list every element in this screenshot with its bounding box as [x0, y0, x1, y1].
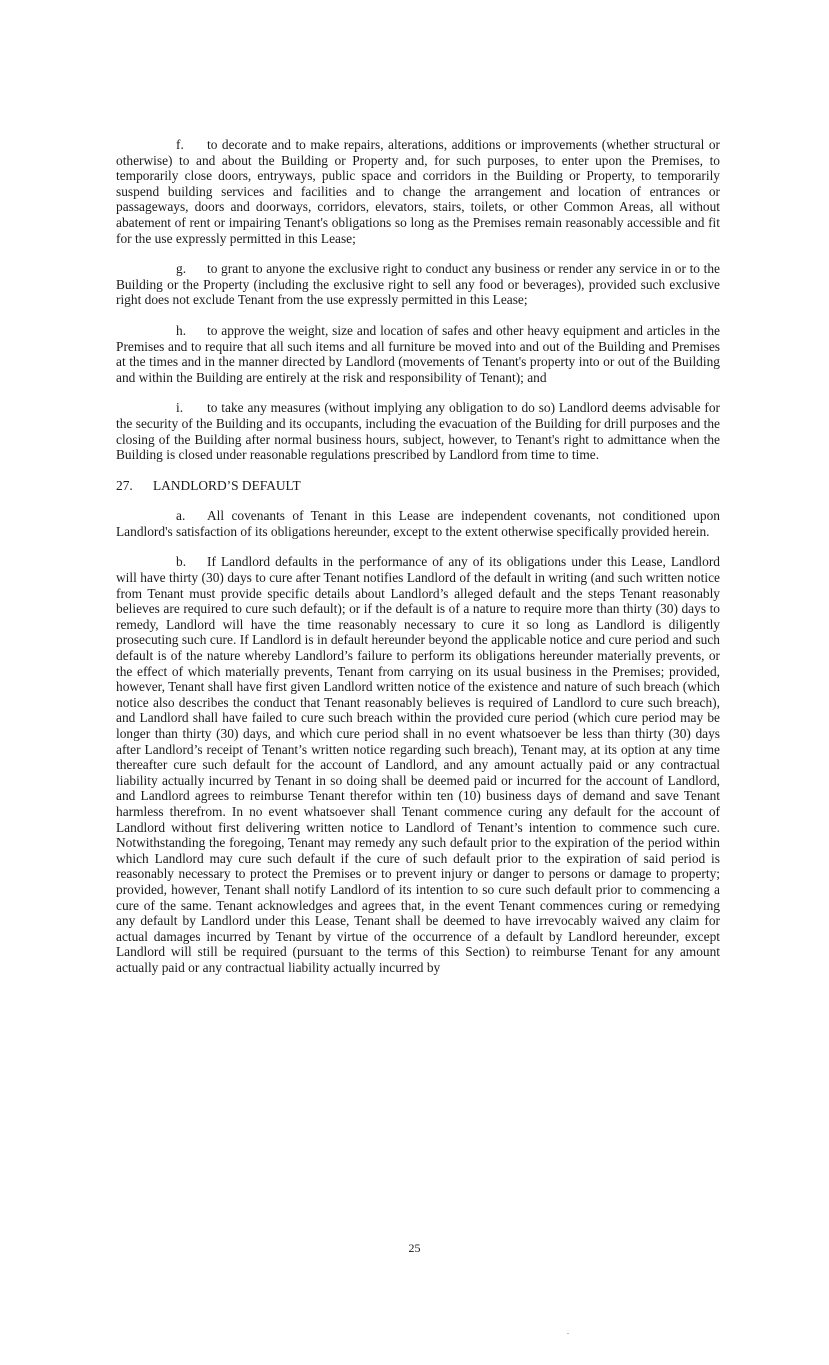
clause-text: to take any measures (without implying any obligation to do so) Landlord deems advisable for the security of the Building and its occupants, including the evacuation of the Building for drill purposes and the closing of the Building after normal business hours, subject, however, to Tenant's right to admittance when the Building is closed under reasonable regulations prescribed by Landlord from time to time. [116, 400, 720, 463]
page-number: 25 [408, 1241, 421, 1255]
clause-marker: g. [176, 261, 187, 277]
clause-marker: a. [176, 508, 186, 524]
clause-text: to grant to anyone the exclusive right to conduct any business or render any service in or to the Building or the Property (including the exclusive right to sell any food or beverages), provided such exclusive right does not exclude Tenant from the use expressly permitted in this Lease; [116, 261, 720, 308]
clause-b [116, 554, 720, 975]
section-heading [116, 478, 720, 494]
clause-i [116, 400, 720, 462]
clause-marker: f. [176, 137, 184, 152]
clause-marker: b. [176, 554, 187, 570]
clause-h [116, 323, 720, 385]
clause-text: to approve the weight, size and location of safes and other heavy equipment and articles in the Premises and to require that all such items and all furniture be moved into and out of the Building and Premises at the times and in the manner directed by Landlord (movements of Tenant's property into or out of the Building and within the Building are entirely at the risk and responsibility of Tenant); and [116, 322, 720, 385]
clause-f [116, 137, 720, 246]
document-page [116, 137, 720, 991]
section-number: 27. [116, 477, 133, 493]
clause-marker: h. [176, 322, 187, 338]
clause-marker: i. [176, 400, 184, 416]
scan-speck [567, 1333, 569, 1334]
section-title: LANDLORD’S DEFAULT [153, 477, 301, 493]
clause-text: to decorate and to make repairs, alterations, additions or improvements (whether structural or otherwise) to and about the Building or Property and, for such purposes, to enter upon the Premises, to temporarily close doors, entryways, public space and corridors in the Building or Property, to temporarily suspend building services and facilities and to change the arrangement and location of entrances or passageways, doors and doorways, corridors, elevators, stairs, toilets, or other Common Areas, all without abatement of rent or impairing Tenant's obligations so long as the Premises remain reasonably accessible and fit for the use expressly permitted in this Lease; [116, 137, 720, 246]
clause-text: All covenants of Tenant in this Lease are independent covenants, not conditioned upon Landlord's satisfaction of its obligations hereunder, except to the extent otherwise specifically provided herein. [116, 508, 720, 539]
clause-g [116, 261, 720, 308]
clause-a [116, 508, 720, 539]
clause-text: If Landlord defaults in the performance of any of its obligations under this Lease, Landlord will have thirty (30) days to cure after Tenant notifies Landlord of the default in writing (and such written notice from Tenant must provide specific details about Landlord’s alleged default and the steps Tenant reasonably believes are required to cure such default); or if the default is of a nature to require more than thirty (30) days to remedy, Landlord will have the time reasonably necessary to cure it so long as Landlord is diligently prosecuting such cure. If Landlord is in default hereunder beyond the applicable notice and cure period and such default is of the nature whereby Landlord’s failure to perform its obligations hereunder materially prevents, or the effect of which materially prevents, Tenant from carrying on its usual business in the Premises; provided, however, Tenant shall have first given Landlord written notice of the existence and nature of such breach (which notice also describes the conduct that Tenant reasonably believes is required of Landlord to cure such breach), and Landlord shall have failed to cure such breach within the provided cure period (which cure period may be longer than thirty (30) days, and which cure period shall in no event whatsoever be less than thirty (30) days after Landlord’s receipt of Tenant’s written notice regarding such breach), Tenant may, at its option at any time thereafter cure such default for the account of Landlord, and any amount actually paid or any contractual liability actually incurred by Tenant in so doing shall be deemed paid or incurred for the account of Landlord, and Landlord agrees to reimburse Tenant therefor within ten (10) business days of demand and save Tenant harmless therefrom. In no event whatsoever shall Tenant commence curing any default for the account of Landlord without first delivering written notice to Landlord of Tenant’s intention to commence such cure. Notwithstanding the foregoing, Tenant may remedy any such default prior to the expiration of the period within which Landlord may cure such default if the cure of such default prior to the expiration of said period is reasonably necessary to protect the Premises or to prevent injury or danger to persons or damage to property; provided, however, Tenant shall notify Landlord of its intention to so cure such default prior to commencing a cure of the same. Tenant acknowledges and agrees that, in the event Tenant commences curing or remedying any default by Landlord under this Lease, Tenant shall be deemed to have irrevocably waived any claim for actual damages incurred by Tenant by virtue of the occurrence of a default by Landlord hereunder, except Landlord will still be required (pursuant to the terms of this Section) to reimburse Tenant for any amount actually paid or any contractual liability actually incurred by [116, 554, 720, 975]
